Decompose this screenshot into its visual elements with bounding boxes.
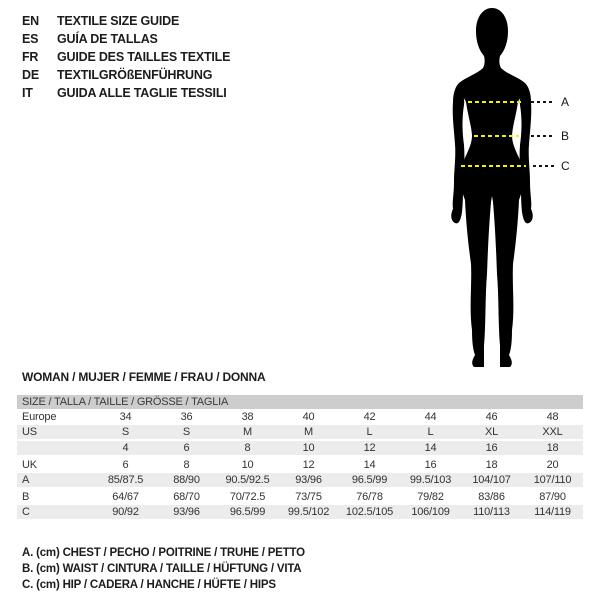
language-title: GUIDA ALLE TAGLIE TESSILI [57, 86, 227, 100]
table-row-us [17, 425, 583, 441]
table-row-chest [17, 473, 583, 489]
size-value: 99.5/103 [409, 474, 452, 486]
language-code: DE [22, 68, 39, 82]
size-value: 4 [122, 442, 129, 454]
language-title: GUÍA DE TALLAS [57, 32, 158, 46]
size-value: XXL [542, 426, 563, 438]
legend-line-hip: C. (cm) HIP / CADERA / HANCHE / HÜFTE / HIPS [22, 579, 276, 591]
row-label: C [22, 506, 30, 518]
size-value: 83/86 [478, 491, 505, 503]
size-value: 102.5/105 [345, 506, 394, 518]
language-entry [22, 48, 230, 66]
size-value: 6 [122, 459, 129, 471]
marker-label-chest: A [561, 95, 569, 109]
language-code: ES [22, 32, 39, 46]
size-value: 93/96 [295, 474, 322, 486]
size-value: 16 [424, 459, 437, 471]
size-value: 96.5/99 [229, 506, 266, 518]
language-code: IT [22, 86, 33, 100]
size-value: 14 [424, 442, 437, 454]
size-value: 64/67 [112, 491, 139, 503]
language-entry [22, 66, 230, 84]
size-value: 20 [546, 459, 559, 471]
size-value: M [304, 426, 313, 438]
legend-line-waist: B. (cm) WAIST / CINTURA / TAILLE / HÜFTUNG / VITA [22, 563, 302, 575]
size-value: 8 [183, 459, 190, 471]
size-value: L [366, 426, 373, 438]
size-value: 85/87.5 [107, 474, 144, 486]
size-value: 107/110 [533, 474, 572, 486]
size-value: 73/75 [295, 491, 322, 503]
table-section-title: WOMAN / MUJER / FEMME / FRAU / DONNA [22, 370, 266, 384]
hip-pointer-dash [533, 165, 555, 167]
size-value: 87/90 [539, 491, 566, 503]
size-value: 14 [363, 459, 376, 471]
size-value: S [121, 426, 130, 438]
size-value: 46 [485, 411, 498, 423]
row-label: B [22, 491, 30, 503]
table-row-waist [17, 489, 583, 505]
size-value: 34 [119, 411, 132, 423]
table-row-us-numeric [17, 441, 583, 457]
size-value: 10 [302, 442, 315, 454]
size-value: 68/70 [173, 491, 200, 503]
size-value: 18 [546, 442, 559, 454]
language-title: TEXTILE SIZE GUIDE [57, 14, 180, 28]
size-value: 114/119 [534, 506, 571, 518]
chest-measure-dash [468, 101, 522, 103]
language-code: FR [22, 50, 39, 64]
table-row-europe [17, 409, 583, 425]
marker-label-waist: B [561, 129, 569, 143]
language-code: EN [22, 14, 39, 28]
size-value: 12 [302, 459, 315, 471]
size-value: 8 [244, 442, 251, 454]
language-title: GUIDE DES TAILLES TEXTILE [57, 50, 231, 64]
size-value: 40 [302, 411, 315, 423]
size-value: 12 [363, 442, 376, 454]
size-value: 70/72.5 [229, 491, 266, 503]
language-entry [22, 12, 230, 30]
size-value: XL [484, 426, 499, 438]
size-value: 44 [424, 411, 437, 423]
marker-label-hip: C [561, 159, 570, 173]
size-value: L [427, 426, 434, 438]
measurement-legend [22, 545, 305, 593]
size-value: 10 [241, 459, 254, 471]
chest-pointer-dash [531, 101, 555, 103]
language-entry [22, 30, 230, 48]
size-value: 99.5/102 [287, 506, 330, 518]
row-label: US [22, 426, 37, 438]
size-value: 18 [485, 459, 498, 471]
language-title: TEXTILGRÖßENFÜHRUNG [57, 68, 213, 82]
legend-line-chest: A. (cm) CHEST / PECHO / POITRINE / TRUHE / PETTO [22, 547, 305, 559]
size-value: 90/92 [112, 506, 139, 518]
size-value: 16 [485, 442, 498, 454]
size-value: 106/109 [411, 506, 450, 518]
waist-measure-dash [474, 135, 519, 137]
size-value: 93/96 [173, 506, 200, 518]
size-table [17, 395, 583, 521]
row-label: Europe [22, 411, 57, 423]
size-value: 38 [241, 411, 254, 423]
language-entry [22, 84, 230, 102]
size-value: 96.5/99 [351, 474, 388, 486]
size-value: 104/107 [472, 474, 511, 486]
size-value: 79/82 [417, 491, 444, 503]
size-table-header: SIZE / TALLA / TAILLE / GRÖSSE / TAGLIA [17, 395, 583, 409]
size-value: 48 [546, 411, 559, 423]
row-label: A [22, 474, 30, 486]
size-value: 42 [363, 411, 376, 423]
size-value: 76/78 [356, 491, 383, 503]
row-label: UK [22, 459, 37, 471]
waist-pointer-dash [531, 135, 555, 137]
language-title-list [22, 12, 230, 102]
hip-measure-dash [461, 165, 526, 167]
size-value: 110/113 [473, 506, 510, 518]
table-row-hip [17, 505, 583, 521]
size-value: 6 [183, 442, 190, 454]
size-value: 90.5/92.5 [225, 474, 270, 486]
table-row-uk [17, 457, 583, 473]
body-measurement-figure [440, 4, 550, 374]
size-value: S [182, 426, 191, 438]
size-value: M [243, 426, 252, 438]
size-value: 36 [180, 411, 193, 423]
size-value: 88/90 [173, 474, 200, 486]
woman-silhouette-icon [440, 4, 550, 374]
